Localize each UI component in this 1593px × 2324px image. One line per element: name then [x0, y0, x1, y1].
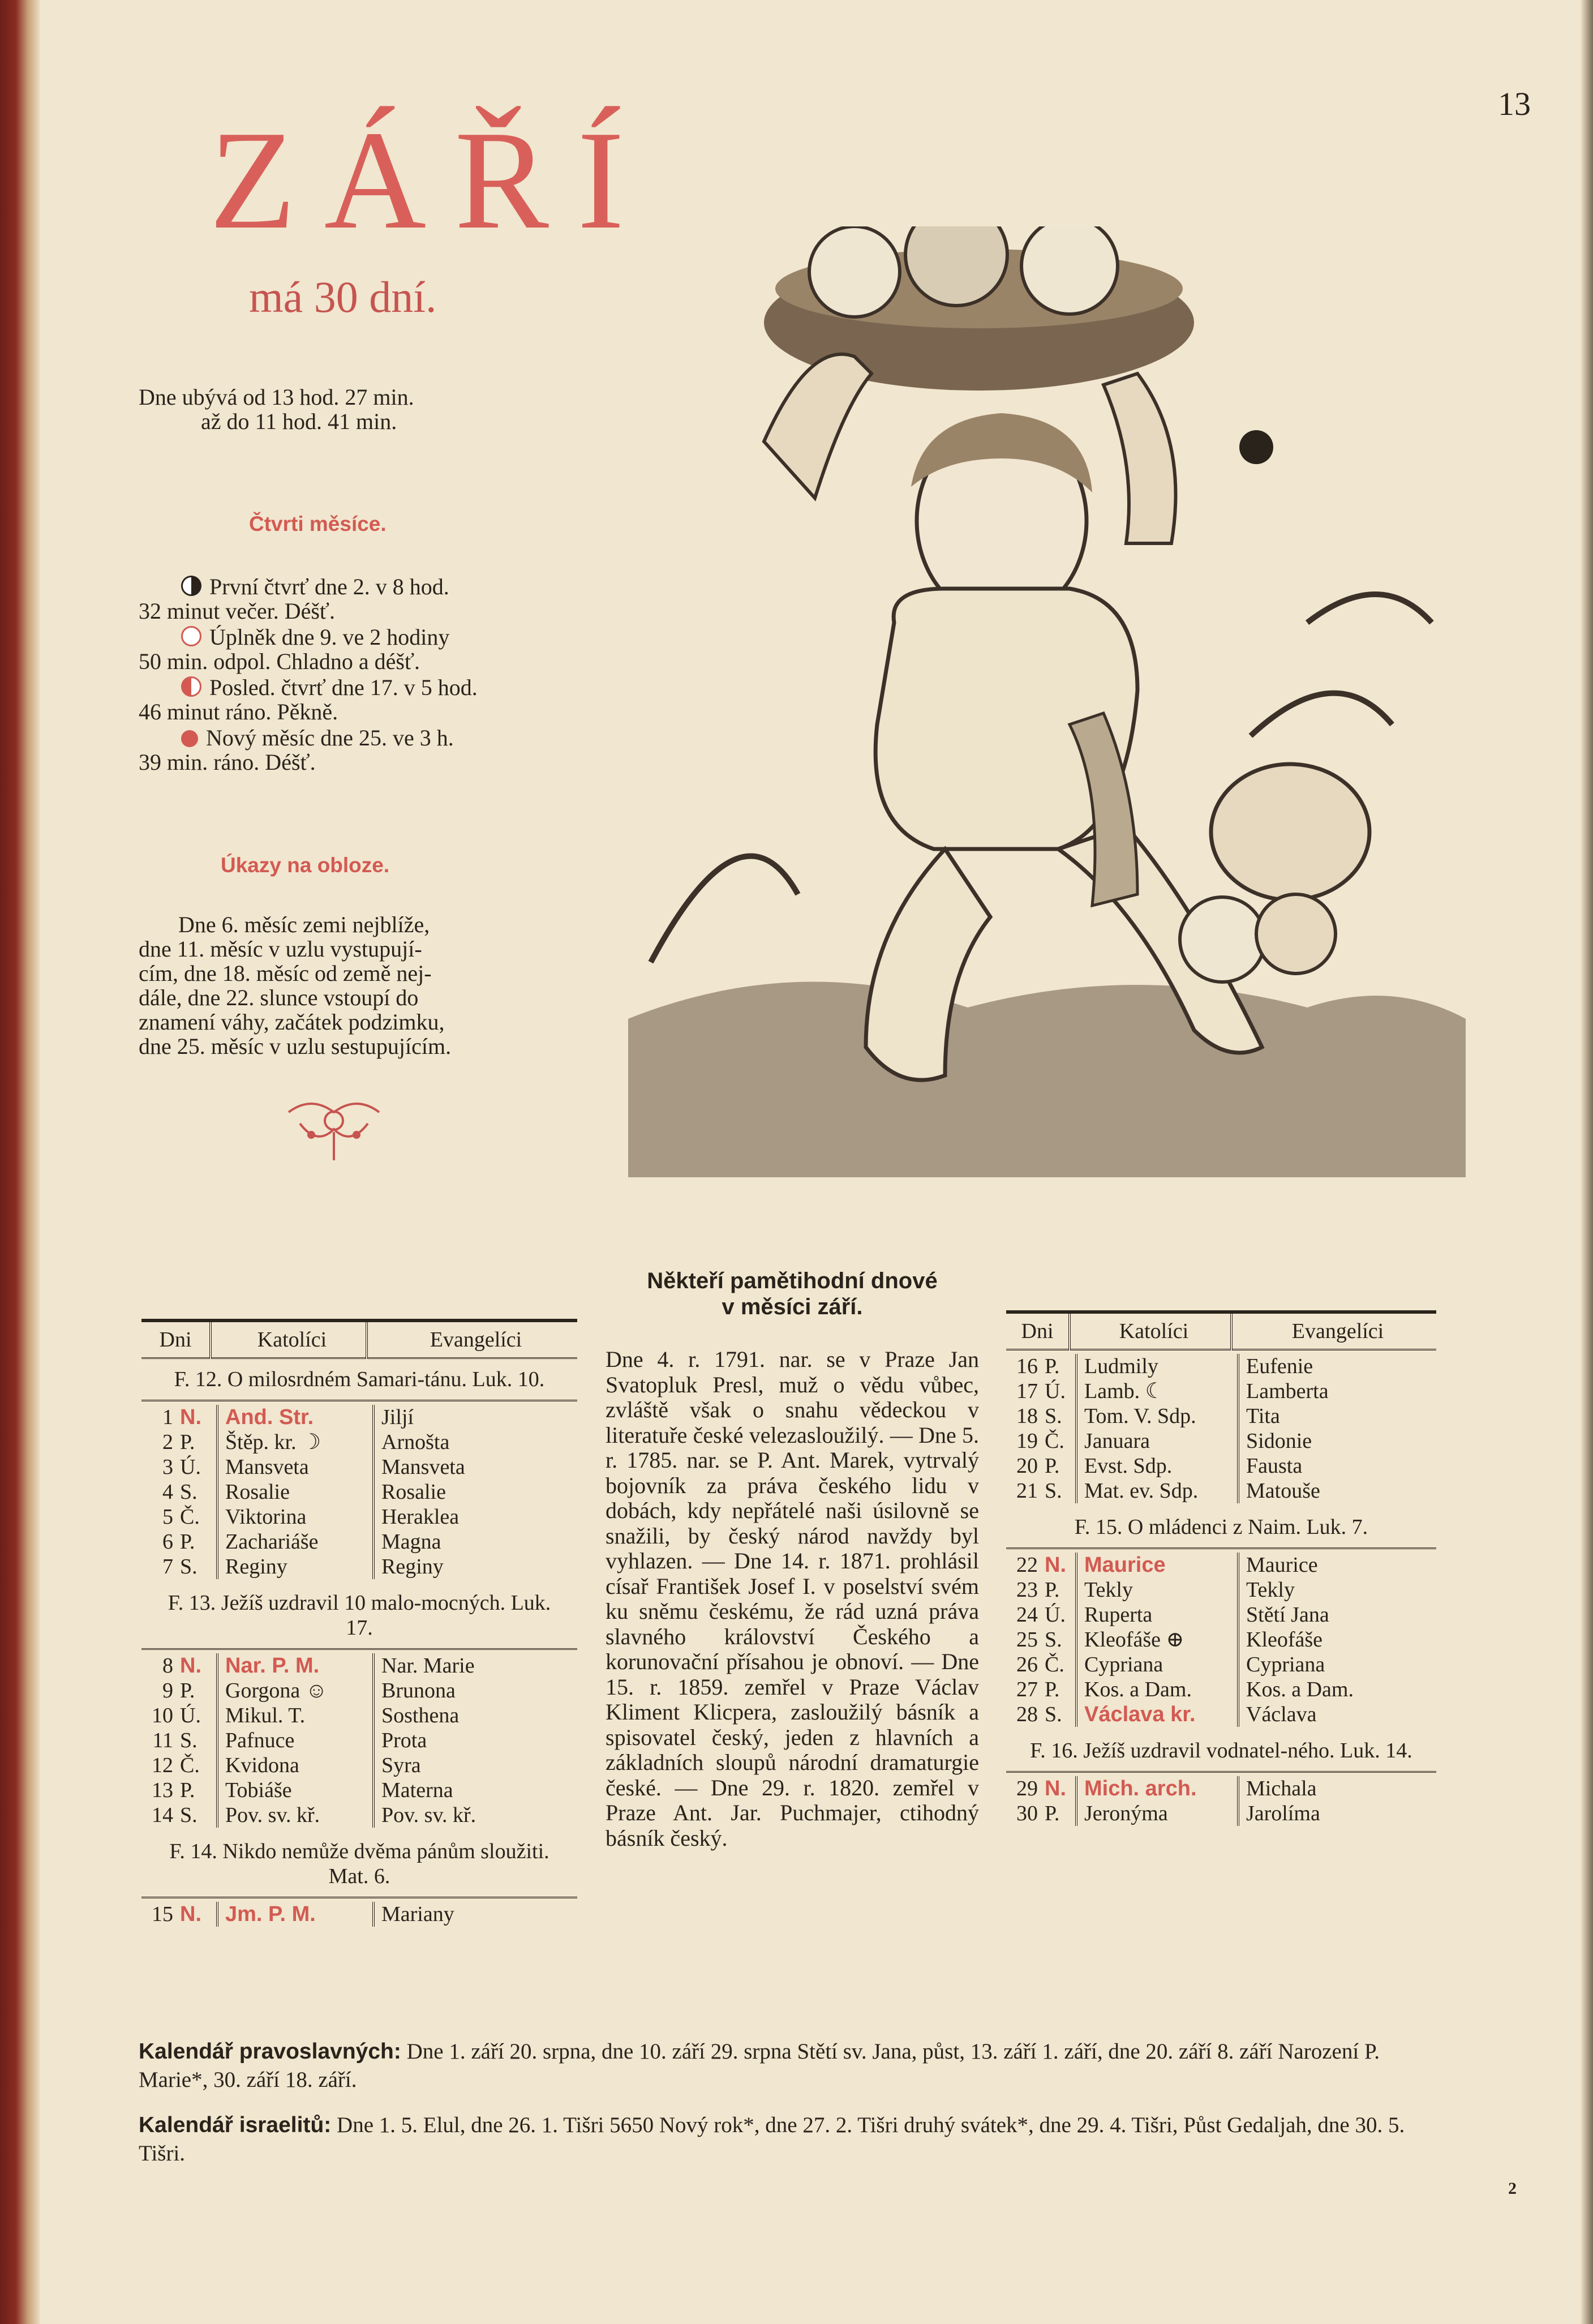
calendar-day-row: [141, 1455, 577, 1480]
day-number-weekday: [141, 1430, 217, 1455]
weekday: S.: [1045, 1628, 1062, 1652]
weekday: S.: [180, 1480, 197, 1504]
weekday: Ú.: [180, 1455, 201, 1479]
weekday: P.: [1045, 1454, 1060, 1478]
calendar-left: [141, 1319, 577, 1930]
calendar-day-row: [141, 1430, 577, 1455]
gospel-reading: F. 15. O mládenci z Naim. Luk. 7.: [1006, 1507, 1436, 1549]
weekday: P.: [1045, 1578, 1060, 1602]
evangelical-name: Tekly: [1246, 1578, 1295, 1602]
weekday: S.: [180, 1555, 197, 1579]
day-number-weekday: [1006, 1652, 1076, 1677]
col-header-days: Dni: [1006, 1312, 1070, 1350]
calendar-right: [1006, 1310, 1436, 1829]
catholic-name: Maurice: [1076, 1553, 1238, 1577]
evangelical-name: Stětí Jana: [1246, 1603, 1329, 1627]
weekday: S.: [1045, 1404, 1062, 1428]
phase-new-moon: Nový měsíc dne 25. ve 3 h. 39 min. ráno. Déšť.: [139, 725, 454, 775]
day-number: 10: [152, 1704, 173, 1727]
weekday: N.: [180, 1654, 201, 1678]
evangelical-name: Michala: [1246, 1777, 1317, 1800]
sky-line: dne 11. měsíc v uzlu vystupují-: [139, 936, 422, 962]
evangelical-name: Arnošta: [381, 1430, 450, 1454]
calendar-day-row: [141, 1405, 577, 1430]
day-number-weekday: [1006, 1478, 1076, 1503]
evangelical-name: Jarolíma: [1246, 1802, 1320, 1825]
day-number: 24: [1016, 1603, 1038, 1627]
evangelical-name: Pov. sv. kř.: [381, 1803, 476, 1827]
day-number: 21: [1016, 1479, 1038, 1503]
day-number: 13: [152, 1778, 173, 1802]
calendar-left-body: [141, 1359, 577, 1927]
day-number-weekday: [1006, 1354, 1076, 1379]
day-number-weekday: [141, 1803, 217, 1828]
evangelical-name: Fausta: [1246, 1454, 1303, 1478]
weekday: P.: [180, 1430, 195, 1454]
full-moon-icon: [181, 626, 201, 646]
calendar-week: [1006, 1776, 1436, 1826]
calendar-day-row: [1006, 1801, 1436, 1826]
calendar-week: [141, 1902, 577, 1927]
calendar-day-row: [1006, 1354, 1436, 1379]
catholic-name: Tekly: [1076, 1577, 1238, 1602]
evangelical-name: Prota: [381, 1729, 427, 1752]
day-number-weekday: [1006, 1553, 1076, 1577]
last-quarter-icon: [181, 676, 201, 697]
day-number: 20: [1016, 1454, 1038, 1478]
calendar-header-row: [141, 1320, 577, 1358]
catholic-name: Mansveta: [217, 1455, 373, 1480]
evangelical-name: Lamberta: [1246, 1379, 1329, 1403]
day-number-weekday: [1006, 1602, 1076, 1627]
day-number-weekday: [141, 1728, 217, 1753]
evangelical-name: Syra: [381, 1753, 421, 1777]
day-number-weekday: [141, 1405, 217, 1430]
catholic-name: Cypriana: [1076, 1652, 1238, 1677]
catholic-name: Ludmily: [1076, 1354, 1238, 1379]
footer-orthodox: [139, 2038, 1446, 2094]
evangelical-name: Magna: [381, 1530, 441, 1554]
calendar-day-row: [1006, 1677, 1436, 1702]
sky-line: Dne 6. měsíc zemi nejblíže,: [178, 912, 430, 937]
day-number: 9: [162, 1679, 173, 1703]
sky-line: cím, dne 18. měsíc od země nej-: [139, 961, 432, 986]
phase-full-moon: Úplněk dne 9. ve 2 hodiny 50 min. odpol. Chladno a déšť.: [139, 624, 450, 674]
weekday: Č.: [180, 1505, 200, 1529]
calendar-day-row: [141, 1778, 577, 1803]
day-number: 3: [162, 1455, 173, 1479]
col-header-days: Dni: [141, 1320, 211, 1358]
day-number: 8: [162, 1654, 173, 1678]
calendar-day-row: [1006, 1627, 1436, 1652]
day-number-weekday: [1006, 1627, 1076, 1652]
sky-line: dne 25. měsíc v uzlu sestupujícím.: [139, 1034, 452, 1059]
day-number-weekday: [141, 1778, 217, 1803]
weekday: N.: [180, 1405, 201, 1429]
day-number: 5: [162, 1505, 173, 1529]
phase-first-quarter: První čtvrť dne 2. v 8 hod. 32 minut večer. Déšť.: [139, 574, 449, 624]
day-number: 4: [162, 1480, 173, 1504]
daylength: [139, 385, 569, 434]
day-number-weekday: [1006, 1453, 1076, 1478]
calendar-day-row: [1006, 1478, 1436, 1503]
quarters-heading: Čtvrti měsíce.: [249, 512, 387, 535]
calendar-day-row: [1006, 1379, 1436, 1404]
gospel-reading: F. 16. Ježíš uzdravil vodnatel-ného. Luk. 14.: [1006, 1730, 1436, 1773]
evangelical-name: Sidonie: [1246, 1429, 1312, 1453]
calendar-day-row: [1006, 1652, 1436, 1677]
sky-heading: Úkazy na obloze.: [221, 854, 390, 877]
day-number: 30: [1016, 1802, 1038, 1825]
weekday: Ú.: [1045, 1379, 1066, 1403]
month-title: ZÁŘÍ: [209, 102, 653, 259]
page-number: 13: [1498, 85, 1531, 122]
day-number: 7: [162, 1555, 173, 1579]
evangelical-name: Sosthena: [381, 1704, 460, 1727]
day-number: 18: [1016, 1404, 1038, 1428]
day-number-weekday: [1006, 1677, 1076, 1702]
evangelical-name: Cypriana: [1246, 1653, 1325, 1676]
day-number-weekday: [1006, 1429, 1076, 1453]
weekday: Č.: [1045, 1429, 1064, 1453]
footer-jewish: [139, 2111, 1446, 2168]
catholic-name: Mat. ev. Sdp.: [1076, 1478, 1238, 1503]
calendar-day-row: [141, 1480, 577, 1504]
evangelical-name: Nar. Marie: [381, 1654, 475, 1678]
daylength-line: až do 11 hod. 41 min.: [201, 409, 397, 434]
day-number: 15: [152, 1902, 173, 1926]
book-spine: [0, 0, 40, 2324]
calendar-day-row: [1006, 1429, 1436, 1453]
calendar-day-row: [141, 1554, 577, 1579]
day-number: 29: [1016, 1777, 1038, 1800]
gospel-reading: F. 13. Ježíš uzdravil 10 malo-mocných. Luk. 17.: [141, 1583, 577, 1650]
calendar-left-table: [141, 1319, 577, 1359]
catholic-name: Januara: [1076, 1429, 1238, 1453]
calendar-week: [1006, 1553, 1436, 1727]
weekday: S.: [180, 1729, 197, 1752]
memorable-days-heading: Někteří pamětihodní dnové v měsíci září.: [647, 1268, 938, 1319]
day-number: 26: [1016, 1653, 1038, 1676]
calendar-week: [1006, 1354, 1436, 1503]
day-number: 1: [162, 1405, 173, 1429]
jewish-label: Kalendář israelitů:: [139, 2113, 332, 2137]
sky-events: [139, 912, 552, 1058]
catholic-name: Kleofáše ⊕: [1076, 1627, 1238, 1652]
calendar-day-row: [1006, 1602, 1436, 1627]
weekday: Č.: [1045, 1653, 1064, 1676]
evangelical-name: Kleofáše: [1246, 1628, 1323, 1652]
weekday: N.: [1045, 1553, 1066, 1577]
weekday: P.: [180, 1778, 195, 1802]
evangelical-name: Tita: [1246, 1404, 1280, 1428]
evangelical-name: Jiljí: [381, 1405, 414, 1429]
first-quarter-icon: [181, 576, 201, 596]
calendar-day-row: [141, 1703, 577, 1728]
orthodox-label: Kalendář pravoslavných:: [139, 2039, 401, 2064]
weekday: S.: [1045, 1703, 1062, 1726]
moon-phases: [139, 574, 569, 774]
day-number: 12: [152, 1753, 173, 1777]
day-number: 25: [1016, 1628, 1038, 1652]
evangelical-name: Mansveta: [381, 1455, 465, 1479]
day-number-weekday: [141, 1504, 217, 1529]
catholic-name: Kvidona: [217, 1753, 373, 1778]
weekday: Ú.: [180, 1704, 201, 1727]
catholic-name: Ruperta: [1076, 1602, 1238, 1627]
calendar-day-row: [1006, 1776, 1436, 1801]
day-number-weekday: [141, 1703, 217, 1728]
calendar-right-body: [1006, 1354, 1436, 1826]
calendar-week: [141, 1405, 577, 1579]
catholic-name: Kos. a Dam.: [1076, 1677, 1238, 1702]
day-number: 6: [162, 1530, 173, 1554]
day-number-weekday: [141, 1455, 217, 1480]
day-number-weekday: [1006, 1404, 1076, 1429]
catholic-name: Evst. Sdp.: [1076, 1453, 1238, 1478]
weekday: N.: [180, 1902, 201, 1926]
weekday: S.: [180, 1803, 197, 1827]
catholic-name: Štěp. kr. ☽: [217, 1430, 373, 1455]
day-number: 17: [1016, 1379, 1038, 1403]
day-number: 22: [1016, 1553, 1038, 1577]
evangelical-name: Václava: [1246, 1703, 1317, 1726]
evangelical-name: Maurice: [1246, 1553, 1318, 1577]
day-number-weekday: [141, 1753, 217, 1778]
calendar-day-row: [1006, 1553, 1436, 1577]
orthodox-text: Dne 1. září 20. srpna, dne 10. září 29. srpna Stětí sv. Jana, půst, 13. září 1. září, dne 20. září 8. září Narození P. Marie*, 30. září 18. září.: [139, 2039, 1380, 2092]
day-number: 23: [1016, 1578, 1038, 1602]
weekday: P.: [180, 1530, 195, 1554]
gospel-reading: F. 12. O milosrdném Samari-tánu. Luk. 10.: [141, 1359, 577, 1401]
catholic-name: Zachariáše: [217, 1529, 373, 1554]
day-number-weekday: [141, 1653, 217, 1678]
day-number: 19: [1016, 1429, 1038, 1453]
evangelical-name: Mariany: [381, 1902, 454, 1926]
evangelical-name: Eufenie: [1246, 1354, 1313, 1378]
weekday: N.: [1045, 1777, 1066, 1800]
calendar-day-row: [141, 1529, 577, 1554]
calendar-day-row: [1006, 1404, 1436, 1429]
weekday: Č.: [180, 1753, 200, 1777]
calendar-day-row: [1006, 1702, 1436, 1727]
catholic-name: And. Str.: [217, 1405, 373, 1430]
day-number: 14: [152, 1803, 173, 1827]
evangelical-name: Heraklea: [381, 1505, 460, 1529]
calendar-day-row: [141, 1753, 577, 1778]
catholic-name: Gorgona ☺: [217, 1678, 373, 1703]
gospel-reading: F. 14. Nikdo nemůže dvěma pánům sloužiti. Mat. 6.: [141, 1831, 577, 1898]
day-number-weekday: [141, 1529, 217, 1554]
catholic-name: Pov. sv. kř.: [217, 1803, 373, 1828]
jewish-text: Dne 1. 5. Elul, dne 26. 1. Tišri 5650 Nový rok*, dne 27. 2. Tišri druhý svátek*, dne 29. 4. Tišri, Půst Gedaljah, dne 30. 5. Tišri.: [139, 2113, 1405, 2166]
weekday: Ú.: [1045, 1603, 1066, 1627]
sky-line: dále, dne 22. slunce vstoupí do: [139, 985, 419, 1010]
day-number-weekday: [141, 1902, 217, 1927]
catholic-name: Tom. V. Sdp.: [1076, 1404, 1238, 1429]
catholic-name: Mich. arch.: [1076, 1776, 1238, 1801]
col-header-catholic: Katolíci: [211, 1320, 367, 1358]
day-number-weekday: [1006, 1702, 1076, 1727]
catholic-name: Jm. P. M.: [217, 1902, 373, 1927]
catholic-name: Jeronýma: [1076, 1801, 1238, 1826]
calendar-right-table: [1006, 1310, 1436, 1350]
day-number: 2: [162, 1430, 173, 1454]
catholic-name: Mikul. T.: [217, 1703, 373, 1728]
day-number-weekday: [141, 1554, 217, 1579]
col-header-catholic: Katolíci: [1070, 1312, 1231, 1350]
catholic-name: Reginy: [217, 1554, 373, 1579]
evangelical-name: Matouše: [1246, 1479, 1320, 1503]
day-number: 27: [1016, 1678, 1038, 1701]
calendar-day-row: [141, 1728, 577, 1753]
calendar-day-row: [141, 1803, 577, 1828]
calendar-day-row: [141, 1653, 577, 1678]
evangelical-name: Brunona: [381, 1679, 456, 1703]
weekday: P.: [1045, 1678, 1060, 1701]
col-header-evangelical: Evangelíci: [367, 1320, 577, 1358]
catholic-name: Nar. P. M.: [217, 1653, 373, 1678]
col-header-evangelical: Evangelíci: [1231, 1312, 1436, 1350]
weekday: P.: [1045, 1354, 1060, 1378]
day-number-weekday: [1006, 1379, 1076, 1404]
evangelical-name: Materna: [381, 1778, 453, 1802]
phase-last-quarter: Posled. čtvrť dne 17. v 5 hod. 46 minut ráno. Pěkně.: [139, 675, 478, 724]
catholic-name: Pafnuce: [217, 1728, 373, 1753]
catholic-name: Viktorina: [217, 1504, 373, 1529]
day-number-weekday: [141, 1678, 217, 1703]
day-number-weekday: [1006, 1776, 1076, 1801]
calendar-day-row: [141, 1902, 577, 1927]
evangelical-name: Reginy: [381, 1555, 444, 1579]
sky-line: znamení váhy, začátek podzimku,: [139, 1009, 445, 1035]
catholic-name: Tobiáše: [217, 1778, 373, 1803]
memorable-days-text: Dne 4. r. 1791. nar. se v Praze Jan Svatopluk Presl, muž o vědu vůbec, zvláště však o snahu vědeckou v literatuře české velezasloužilý. — Dne 5. r. 1785. nar. se P. Ant. Marek, vytrvalý bojovník za práva českého lidu v dobách, kdy nepřátelé naši úsilovně se snažili, by český národ navždy byl vyhlazen. — Dne 14. r. 1871. prohlásil císař František Josef I. v poselství svém ku sněmu českému, že rád uzná práva slavného království Českého a korunovační přísahou je obnoví. — Dne 15. r. 1859. zemřel v Praze Václav Kliment Klicpera, zasloužilý básník a spisovatel český, jeden z hlavních a základních sloupů národní dramaturgie české. — Dne 29. r. 1820. zemřel v Praze Ant. Jar. Puchmajer, ctihodný básník český.: [606, 1347, 979, 1851]
calendar-day-row: [1006, 1577, 1436, 1602]
catholic-name: Rosalie: [217, 1480, 373, 1504]
new-moon-icon: [181, 730, 198, 747]
calendar-day-row: [141, 1504, 577, 1529]
weekday: P.: [1045, 1802, 1060, 1825]
day-number: 16: [1016, 1354, 1038, 1378]
day-number-weekday: [1006, 1801, 1076, 1826]
catholic-name: Václava kr.: [1076, 1702, 1238, 1727]
catholic-name: Lamb. ☾: [1076, 1379, 1238, 1404]
cherub-with-fruit-basket-illustration: [628, 226, 1466, 1177]
day-number-weekday: [1006, 1577, 1076, 1602]
page-edge: [1581, 0, 1593, 2324]
ornament-icon: [277, 1090, 390, 1169]
daylength-line: Dne ubývá od 13 hod. 27 min.: [139, 384, 414, 410]
day-number-weekday: [141, 1480, 217, 1504]
signature-mark: 2: [1508, 2179, 1517, 2198]
weekday: S.: [1045, 1479, 1062, 1503]
day-number: 28: [1016, 1703, 1038, 1726]
calendar-day-row: [1006, 1453, 1436, 1478]
evangelical-name: Kos. a Dam.: [1246, 1678, 1354, 1701]
calendar-week: [141, 1653, 577, 1828]
evangelical-name: Rosalie: [381, 1480, 446, 1504]
month-subtitle: má 30 dní.: [249, 272, 437, 321]
calendar-header-row: [1006, 1312, 1436, 1350]
weekday: P.: [180, 1679, 195, 1703]
day-number: 11: [152, 1729, 173, 1752]
calendar-day-row: [141, 1678, 577, 1703]
